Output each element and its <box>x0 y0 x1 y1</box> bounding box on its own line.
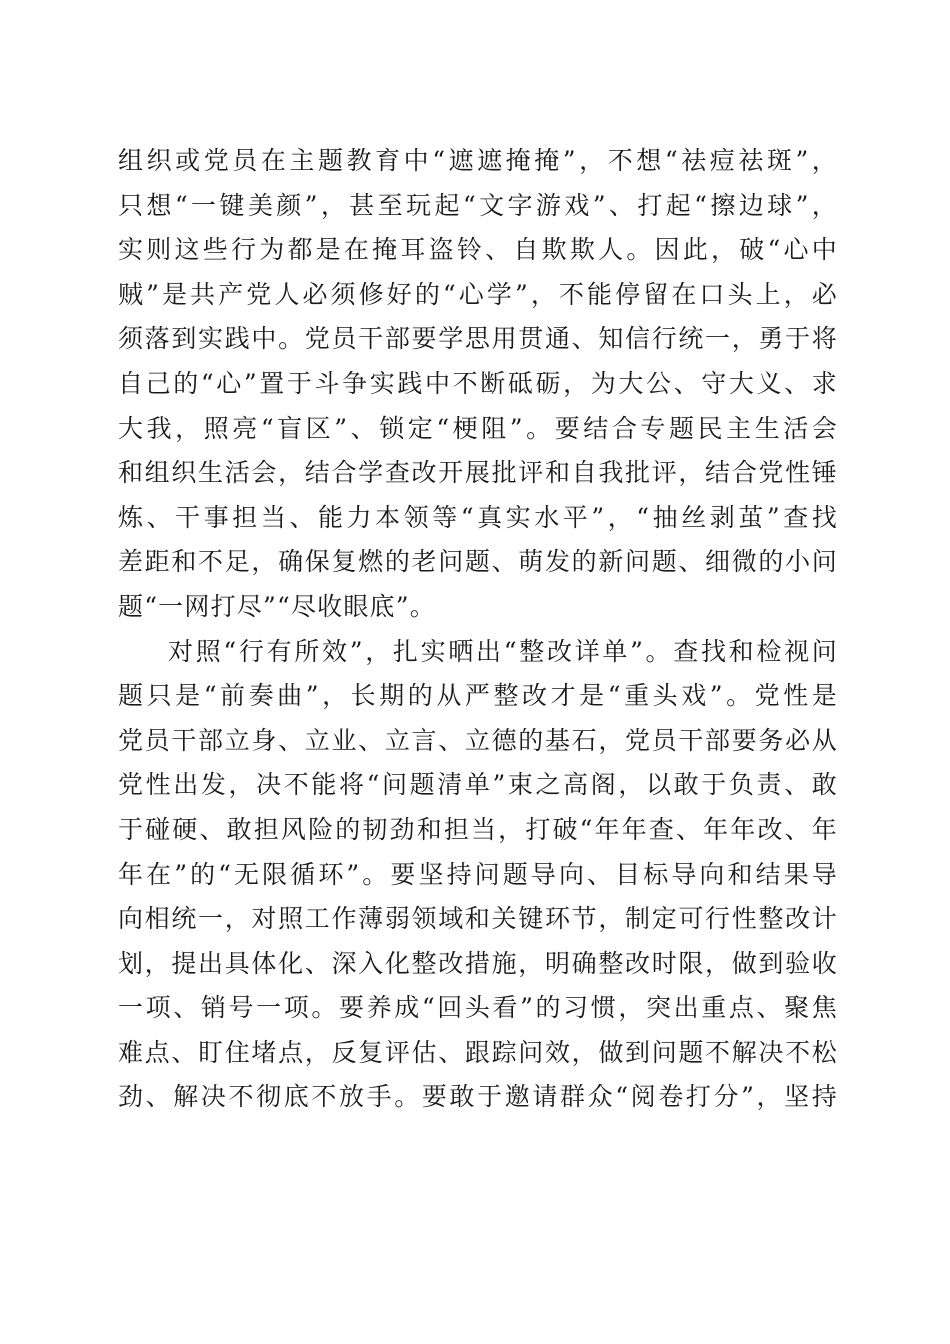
text-line: 须落到实践中。党员干部要学思用贯通、知信行统一，勇于将 <box>118 324 838 354</box>
text-line: 自己的“心”置于斗争实践中不断砥砺，为大公、守大义、求 <box>118 368 838 398</box>
text-line: 向相统一，对照工作薄弱领域和关键环节，制定可行性整改计 <box>118 904 838 934</box>
text-line: 党性出发，决不能将“问题清单”束之高阁，以敢于负责、敢 <box>118 770 838 800</box>
paragraph-1 <box>118 139 838 630</box>
text-line: 大我，照亮“盲区”、锁定“梗阻”。要结合专题民主生活会 <box>118 413 838 443</box>
text-line: 对照“行有所效”，扎实晒出“整改详单”。查找和检视问 <box>168 636 838 666</box>
text-line: 年在”的“无限循环”。要坚持问题导向、目标导向和结果导 <box>118 859 838 889</box>
text-line: 炼、干事担当、能力本领等“真实水平”，“抽丝剥茧”查找 <box>118 502 838 532</box>
text-line: 差距和不足，确保复燃的老问题、萌发的新问题、细微的小问 <box>118 547 838 577</box>
text-line: 只想“一键美颜”，甚至玩起“文字游戏”、打起“擦边球”， <box>118 190 838 220</box>
text-line: 党员干部立身、立业、立言、立德的基石，党员干部要务必从 <box>118 725 838 755</box>
body-text <box>118 139 838 1120</box>
text-line: 劲、解决不彻底不放手。要敢于邀请群众“阅卷打分”，坚持 <box>118 1082 838 1112</box>
text-line: 题“一网打尽”“尽收眼底”。 <box>118 591 436 621</box>
text-line: 贼”是共产党人必须修好的“心学”，不能停留在口头上，必 <box>118 279 838 309</box>
text-line: 一项、销号一项。要养成“回头看”的习惯，突出重点、聚焦 <box>118 993 838 1023</box>
text-line: 实则这些行为都是在掩耳盗铃、自欺欺人。因此，破“心中 <box>118 235 838 265</box>
text-line: 划，提出具体化、深入化整改措施，明确整改时限，做到验收 <box>118 948 838 978</box>
paragraph-2 <box>118 630 838 1121</box>
text-line: 题只是“前奏曲”，长期的从严整改才是“重头戏”。党性是 <box>118 681 838 711</box>
text-line: 组织或党员在主题教育中“遮遮掩掩”，不想“祛痘祛斑”， <box>118 146 838 175</box>
text-line: 于碰硬、敢担风险的韧劲和担当，打破“年年查、年年改、年 <box>118 814 838 844</box>
text-line: 难点、盯住堵点，反复评估、跟踪问效，做到问题不解决不松 <box>118 1037 838 1067</box>
text-line: 和组织生活会，结合学查改开展批评和自我批评，结合党性锤 <box>118 458 838 488</box>
